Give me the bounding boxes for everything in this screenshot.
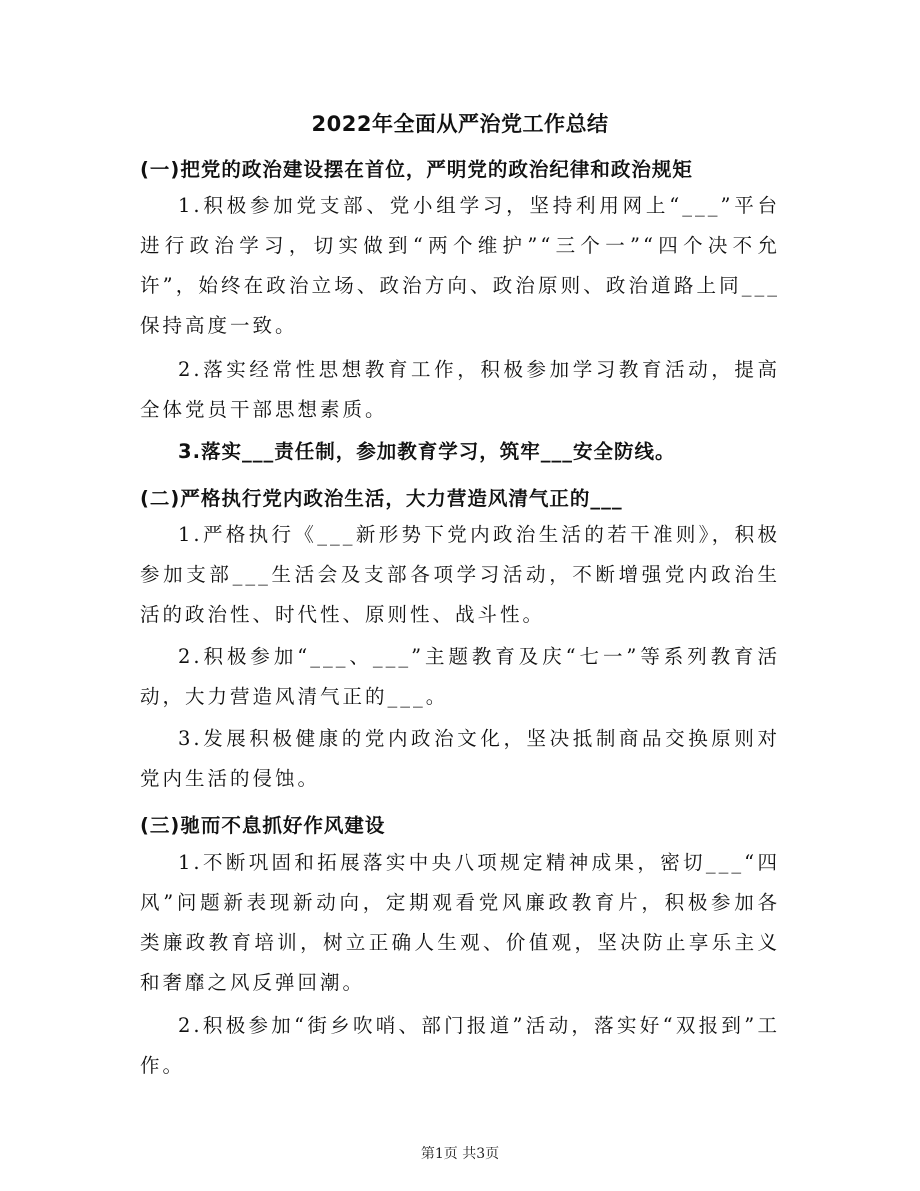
paragraph-2-3: 3.发展积极健康的党内政治文化，坚决抵制商品交换原则对党内生活的侵蚀。 [140, 727, 780, 790]
paragraph-2-2: 2.积极参加“___、___”主题教育及庆“七一”等系列教育活动，大力营造风清气正的___。 [140, 645, 780, 708]
paragraph-1-3: 3.落实___责任制，参加教育学习，筑牢___安全防线。 [178, 440, 676, 463]
paragraph-1-1: 1.积极参加党支部、党小组学习，坚持利用网上“___”平台进行政治学习，切实做到“两个维护”“三个一”“四个决不允许”，始终在政治立场、政治方向、政治原则、政治道路上同___保持高度一致。 [140, 194, 780, 337]
page-indicator: 第1页 共3页 [420, 1146, 500, 1162]
document-title: 2022年全面从严治党工作总结 [311, 112, 609, 136]
paragraph-3-1: 1.不断巩固和拓展落实中央八项规定精神成果，密切___“四风”问题新表现新动向，定期观看党风廉政教育片，积极参加各类廉政教育培训，树立正确人生观、价值观，坚决防止享乐主义和奢靡之风反弹回潮。 [140, 851, 780, 994]
paragraph-1-2: 2.落实经常性思想教育工作，积极参加学习教育活动，提高全体党员干部思想素质。 [140, 358, 780, 421]
paragraph-2-1: 1.严格执行《___新形势下党内政治生活的若干准则》，积极参加支部___生活会及支部各项学习活动，不断增强党内政治生活的政治性、时代性、原则性、战斗性。 [140, 523, 780, 626]
section-heading-3: (三)驰而不息抓好作风建设 [140, 814, 386, 837]
section-heading-1: (一)把党的政治建设摆在首位，严明党的政治纪律和政治规矩 [140, 158, 693, 181]
section-heading-2: (二)严格执行党内政治生活，大力营造风清气正的___ [140, 487, 623, 510]
paragraph-3-2: 2.积极参加“街乡吹哨、部门报道”活动，落实好“双报到”工作。 [140, 1014, 780, 1077]
